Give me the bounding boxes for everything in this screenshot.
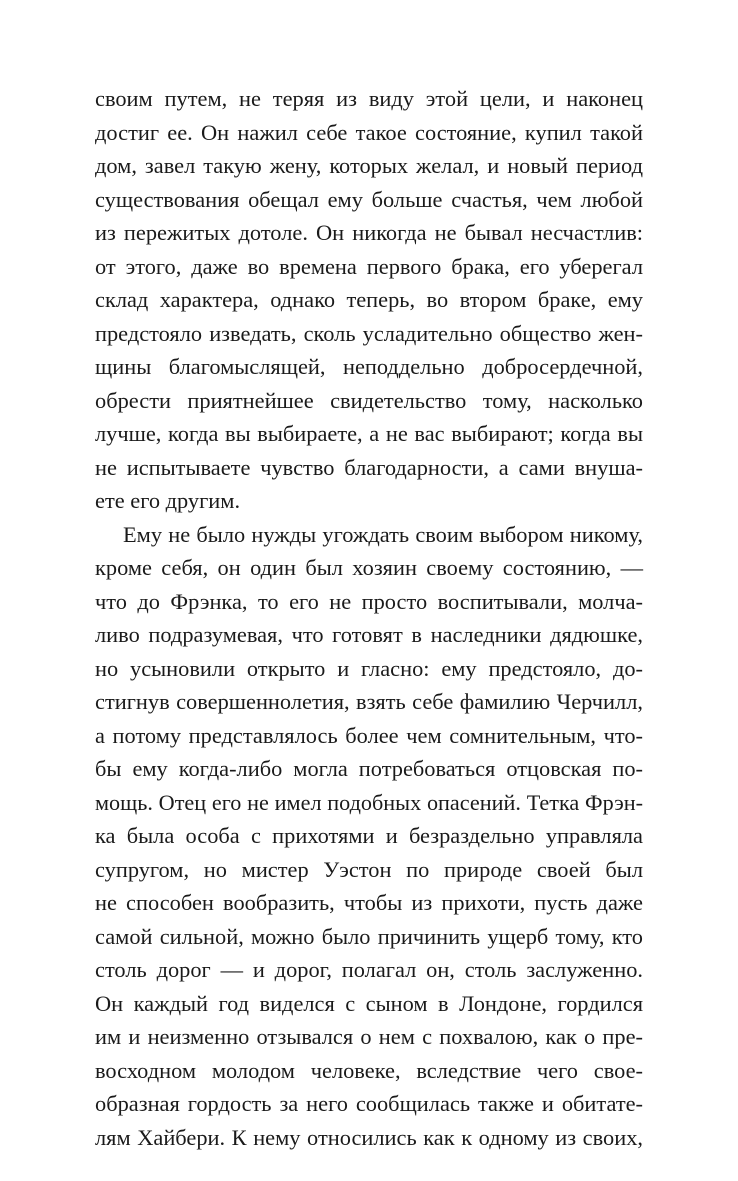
text-line: ка была особа с прихотями и безраздельно управляла <box>95 823 643 848</box>
book-page-text <box>95 82 643 1154</box>
text-line: существования обещал ему больше счастья, чем любой <box>95 186 643 212</box>
text-line: из пережитых дотоле. Он никогда не бывал несчастлив: <box>95 220 643 245</box>
text-line: но усыновили открыто и гласно: ему предстояло, до- <box>95 655 643 681</box>
text-line: достиг ее. Он нажил себе такое состояние, купил такой <box>95 119 643 145</box>
text-line: склад характера, однако теперь, во втором браке, ему <box>95 287 643 312</box>
text-line: бы ему когда-либо могла потребоваться отцовская по- <box>95 756 643 781</box>
text-line: ете его другим. <box>95 488 241 513</box>
text-line: своим путем, не теряя из виду этой цели, и наконец <box>95 86 643 111</box>
text-line: самой сильной, можно было причинить ущерб тому, кто <box>95 923 643 949</box>
paragraph-2 <box>95 518 643 1155</box>
text-line: кроме себя, он один был хозяин своему состоянию, — <box>95 555 643 580</box>
text-line: не испытываете чувство благодарности, а сами внуша- <box>95 454 643 480</box>
text-line: не способен вообразить, чтобы из прихоти, пусть даже <box>95 890 643 915</box>
text-line: лям Хайбери. К нему относились как к одному из своих, <box>95 1124 643 1150</box>
text-line: им и неизменно отзывался о нем с похвалою, как о пре- <box>95 1024 643 1049</box>
text-line: предстояло изведать, сколь усладительно общество жен- <box>95 320 643 346</box>
text-line: Ему не было нужды угождать своим выбором никому, <box>123 521 643 547</box>
text-line: обрести приятнейшее свидетельство тому, насколько <box>95 387 643 413</box>
text-line: ливо подразумевая, что готовят в наследники дядюшке, <box>95 622 643 647</box>
paragraph-1 <box>95 82 643 518</box>
text-line: щины благомыслящей, неподдельно добросердечной, <box>95 354 643 379</box>
text-line: восходном молодом человеке, вследствие чего свое- <box>95 1057 643 1083</box>
text-line: образная гордость за него сообщилась также и обитате- <box>95 1091 643 1116</box>
text-line: Он каждый год виделся с сыном в Лондоне, гордился <box>95 990 643 1016</box>
text-line: столь дорог — и дорог, полагал он, столь заслуженно. <box>95 957 643 982</box>
text-line: дом, завел такую жену, которых желал, и новый период <box>95 153 643 178</box>
text-line: а потому представлялось более чем сомнительным, что- <box>95 722 643 748</box>
text-line: стигнув совершеннолетия, взять себе фамилию Черчилл, <box>95 689 643 714</box>
text-line: что до Фрэнка, то его не просто воспитывали, молча- <box>95 588 643 614</box>
text-line: лучше, когда вы выбираете, а не вас выбирают; когда вы <box>95 421 643 446</box>
text-line: супругом, но мистер Уэстон по природе своей был <box>95 856 643 882</box>
text-line: от этого, даже во времена первого брака, его уберегал <box>95 253 643 279</box>
text-line: мощь. Отец его не имел подобных опасений. Тетка Фрэн- <box>95 789 643 815</box>
